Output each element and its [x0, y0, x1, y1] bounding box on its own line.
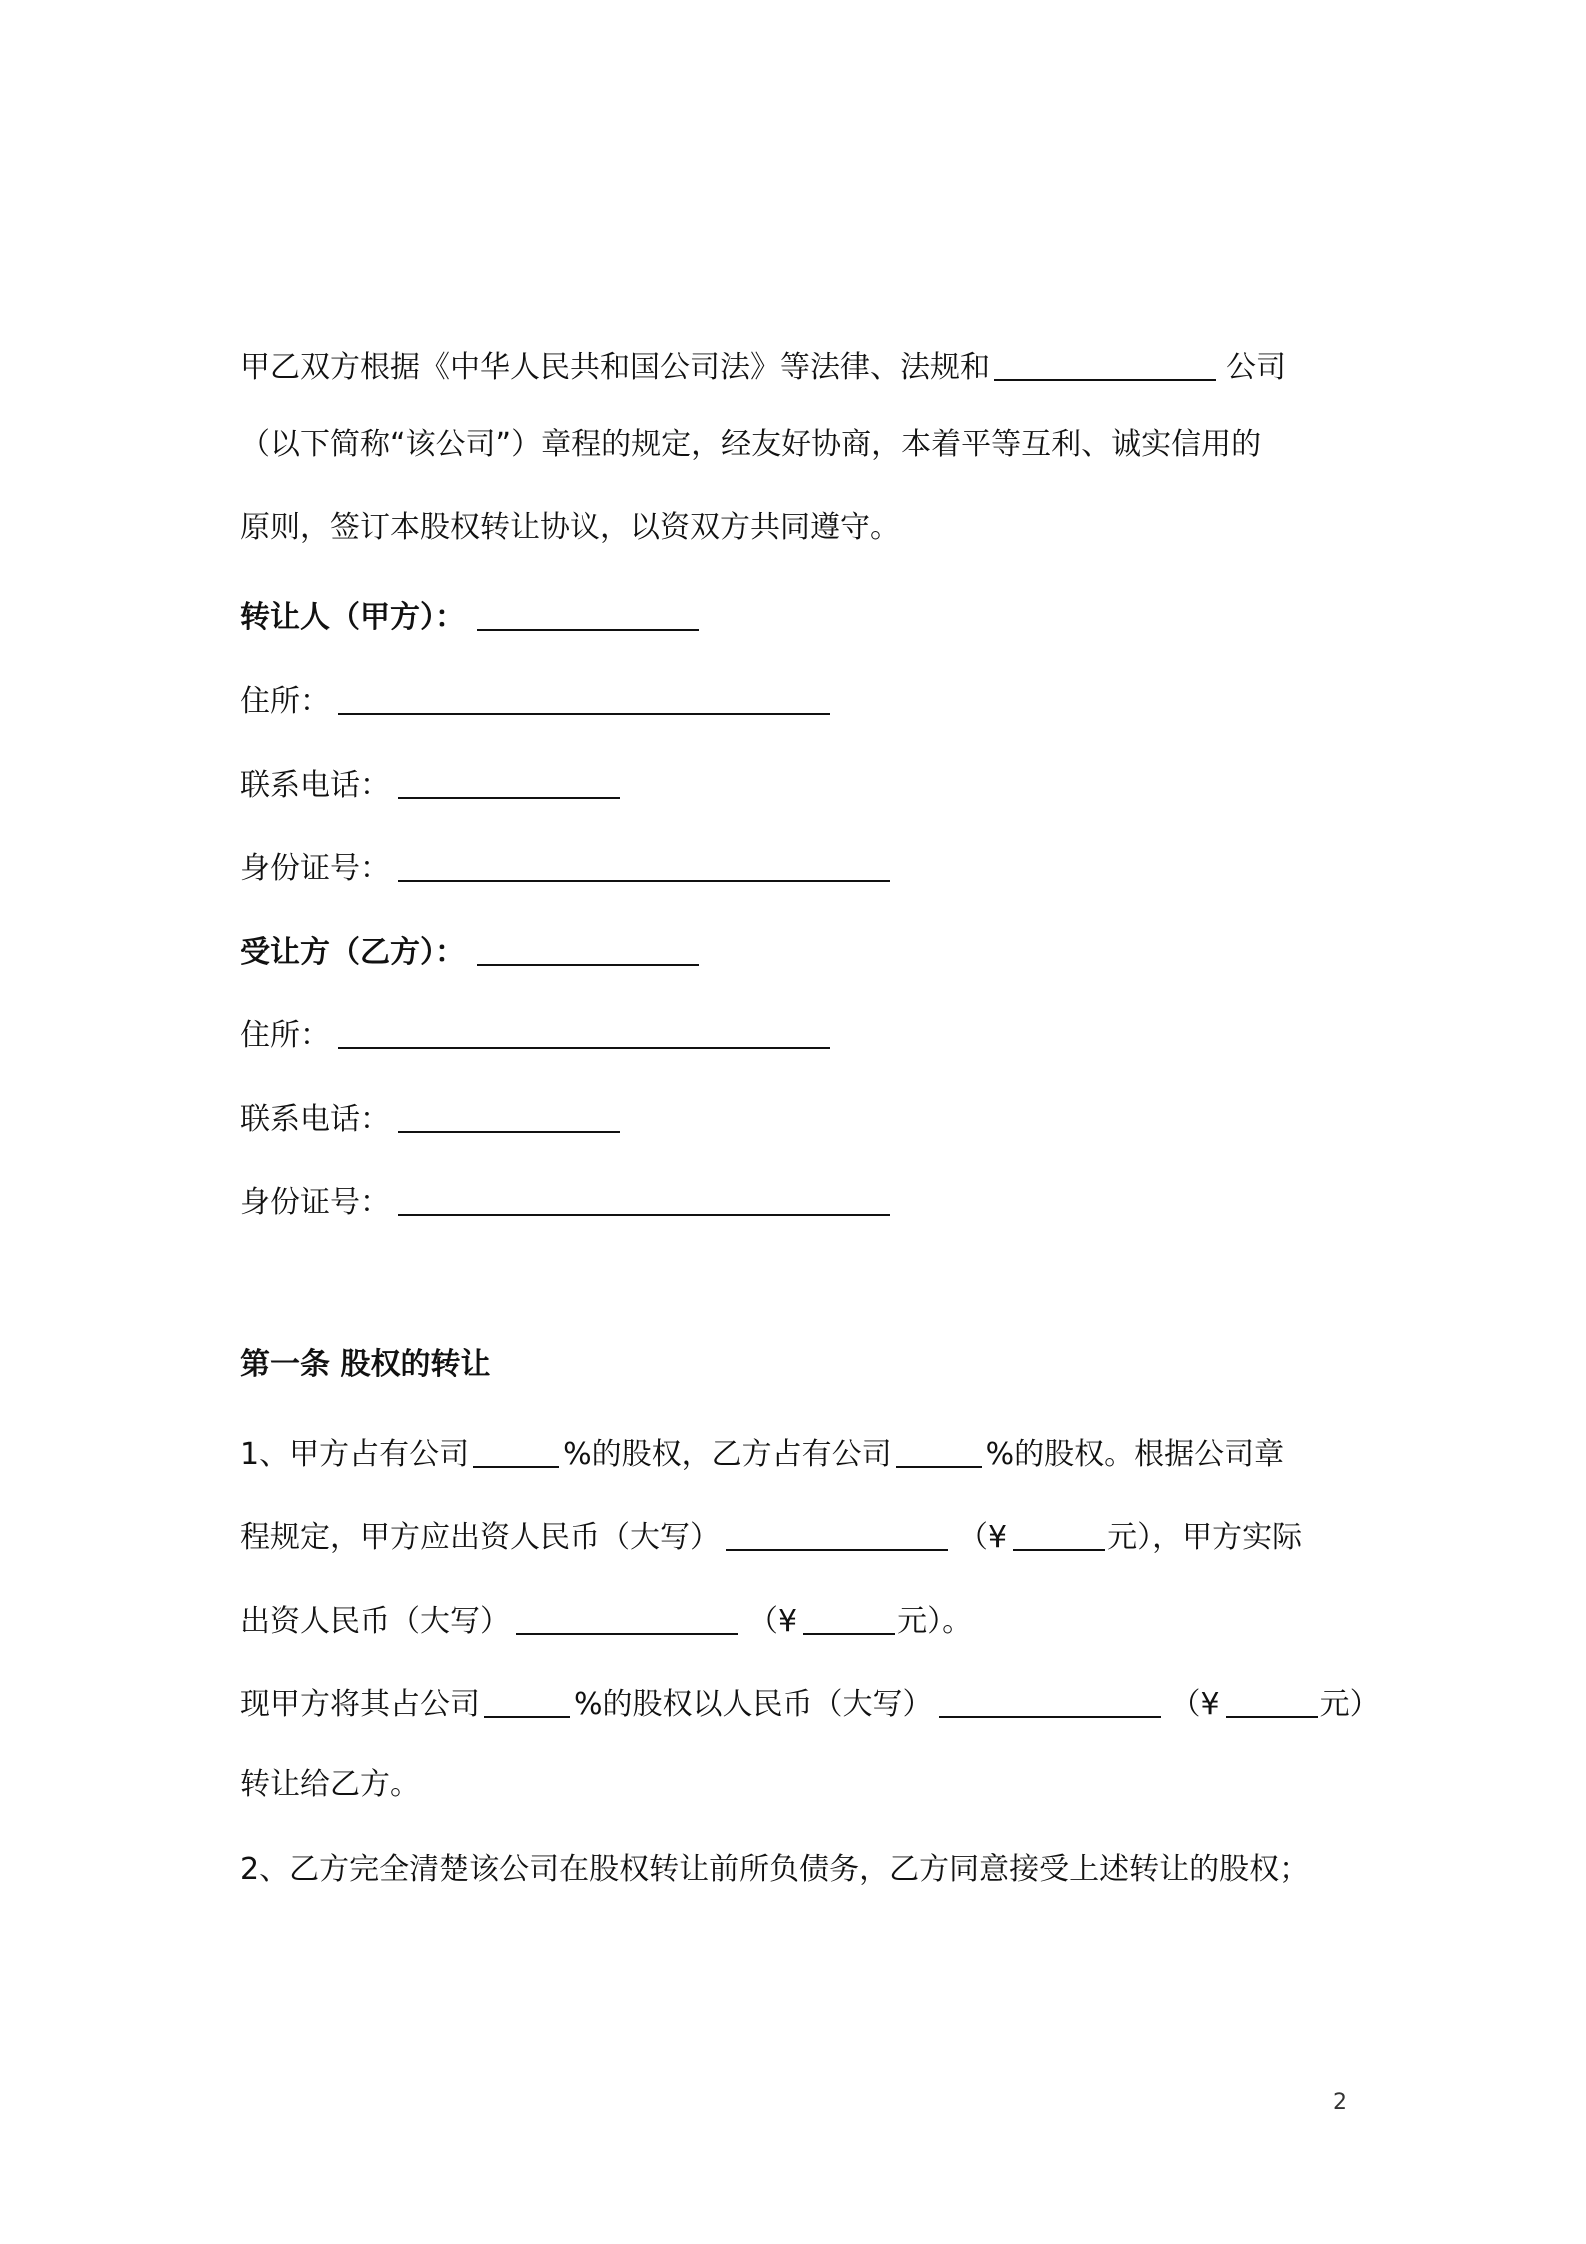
preamble-text-1-end: 公司: [1226, 350, 1286, 385]
required-capital-words-blank[interactable]: [726, 1519, 948, 1551]
party-a-address-line: [240, 682, 830, 722]
party-b-heading: 受让方（乙方）：: [240, 935, 465, 970]
party-b-phone-line: [240, 1100, 620, 1140]
party-b-name-blank[interactable]: [477, 934, 699, 966]
party-a-address-label: 住所：: [240, 684, 330, 719]
party-a-phone-label: 联系电话：: [240, 768, 390, 803]
transfer-share-percent-blank[interactable]: [484, 1686, 570, 1718]
actual-capital-amount-blank[interactable]: [803, 1603, 895, 1635]
party-b-phone-label: 联系电话：: [240, 1102, 390, 1137]
party-a-id-blank[interactable]: [398, 850, 890, 882]
party-b-address-blank[interactable]: [338, 1017, 830, 1049]
party-a-phone-blank[interactable]: [398, 767, 620, 799]
party-b-address-label: 住所：: [240, 1018, 330, 1053]
article-1-clause-1-line-3: [240, 1602, 972, 1642]
clause-1-l4-text-b: %的股权以人民币（大写）: [574, 1687, 933, 1722]
company-name-blank[interactable]: [994, 349, 1216, 381]
clause-1-l4-text-c: （¥: [1170, 1687, 1220, 1722]
transfer-price-amount-blank[interactable]: [1226, 1686, 1318, 1718]
party-b-phone-blank[interactable]: [398, 1101, 620, 1133]
party-a-id-label: 身份证号：: [240, 851, 390, 886]
party-b-share-percent-blank[interactable]: [896, 1436, 982, 1468]
preamble-line-3: 原则，签订本股权转让协议，以资双方共同遵守。: [240, 510, 900, 545]
party-b-address-line: [240, 1016, 830, 1056]
preamble-line-1: [240, 348, 1286, 388]
article-1-clause-2: 2、乙方完全清楚该公司在股权转让前所负债务，乙方同意接受上述转让的股权；: [240, 1852, 1310, 1887]
transfer-price-words-blank[interactable]: [939, 1686, 1161, 1718]
clause-1-text-a: 1、甲方占有公司: [240, 1437, 470, 1472]
party-b-id-line: [240, 1183, 890, 1223]
clause-1-l2-text-b: （¥: [958, 1520, 1008, 1555]
clause-1-l4-text-d: 元）: [1319, 1687, 1380, 1722]
clause-1-l2-text-a: 程规定，甲方应出资人民币（大写）: [240, 1520, 720, 1555]
required-capital-amount-blank[interactable]: [1013, 1519, 1105, 1551]
page-number: 2: [1333, 2090, 1347, 2115]
party-b-id-blank[interactable]: [398, 1184, 890, 1216]
party-a-address-blank[interactable]: [338, 683, 830, 715]
article-1-clause-1-line-4: [240, 1685, 1380, 1725]
clause-1-l3-text-a: 出资人民币（大写）: [240, 1604, 510, 1639]
clause-1-text-b: %的股权，乙方占有公司: [563, 1437, 892, 1472]
preamble-line-2: （以下简称“该公司”）章程的规定，经友好协商，本着平等互利、诚实信用的: [240, 427, 1262, 462]
clause-1-l3-text-c: 元）。: [897, 1604, 973, 1639]
party-b-heading-line: [240, 933, 699, 973]
article-1-clause-1-line-5: 转让给乙方。: [240, 1767, 420, 1802]
party-a-heading: 转让人（甲方）：: [240, 600, 465, 635]
clause-1-l4-text-a: 现甲方将其占公司: [240, 1687, 480, 1722]
party-a-name-blank[interactable]: [477, 599, 699, 631]
article-1-title: 第一条 股权的转让: [240, 1347, 491, 1382]
party-b-id-label: 身份证号：: [240, 1185, 390, 1220]
article-1-clause-1-line-1: [240, 1435, 1284, 1475]
actual-capital-words-blank[interactable]: [516, 1603, 738, 1635]
party-a-id-line: [240, 849, 890, 889]
party-a-heading-line: [240, 598, 699, 638]
article-1-clause-1-line-2: [240, 1518, 1302, 1558]
clause-1-l3-text-b: （¥: [748, 1604, 798, 1639]
preamble-text-1: 甲乙双方根据《中华人民共和国公司法》等法律、法规和: [240, 350, 990, 385]
party-a-share-percent-blank[interactable]: [473, 1436, 559, 1468]
clause-1-text-c: %的股权。根据公司章: [985, 1437, 1285, 1472]
party-a-phone-line: [240, 766, 620, 806]
clause-1-l2-text-c: 元），甲方实际: [1107, 1520, 1303, 1555]
